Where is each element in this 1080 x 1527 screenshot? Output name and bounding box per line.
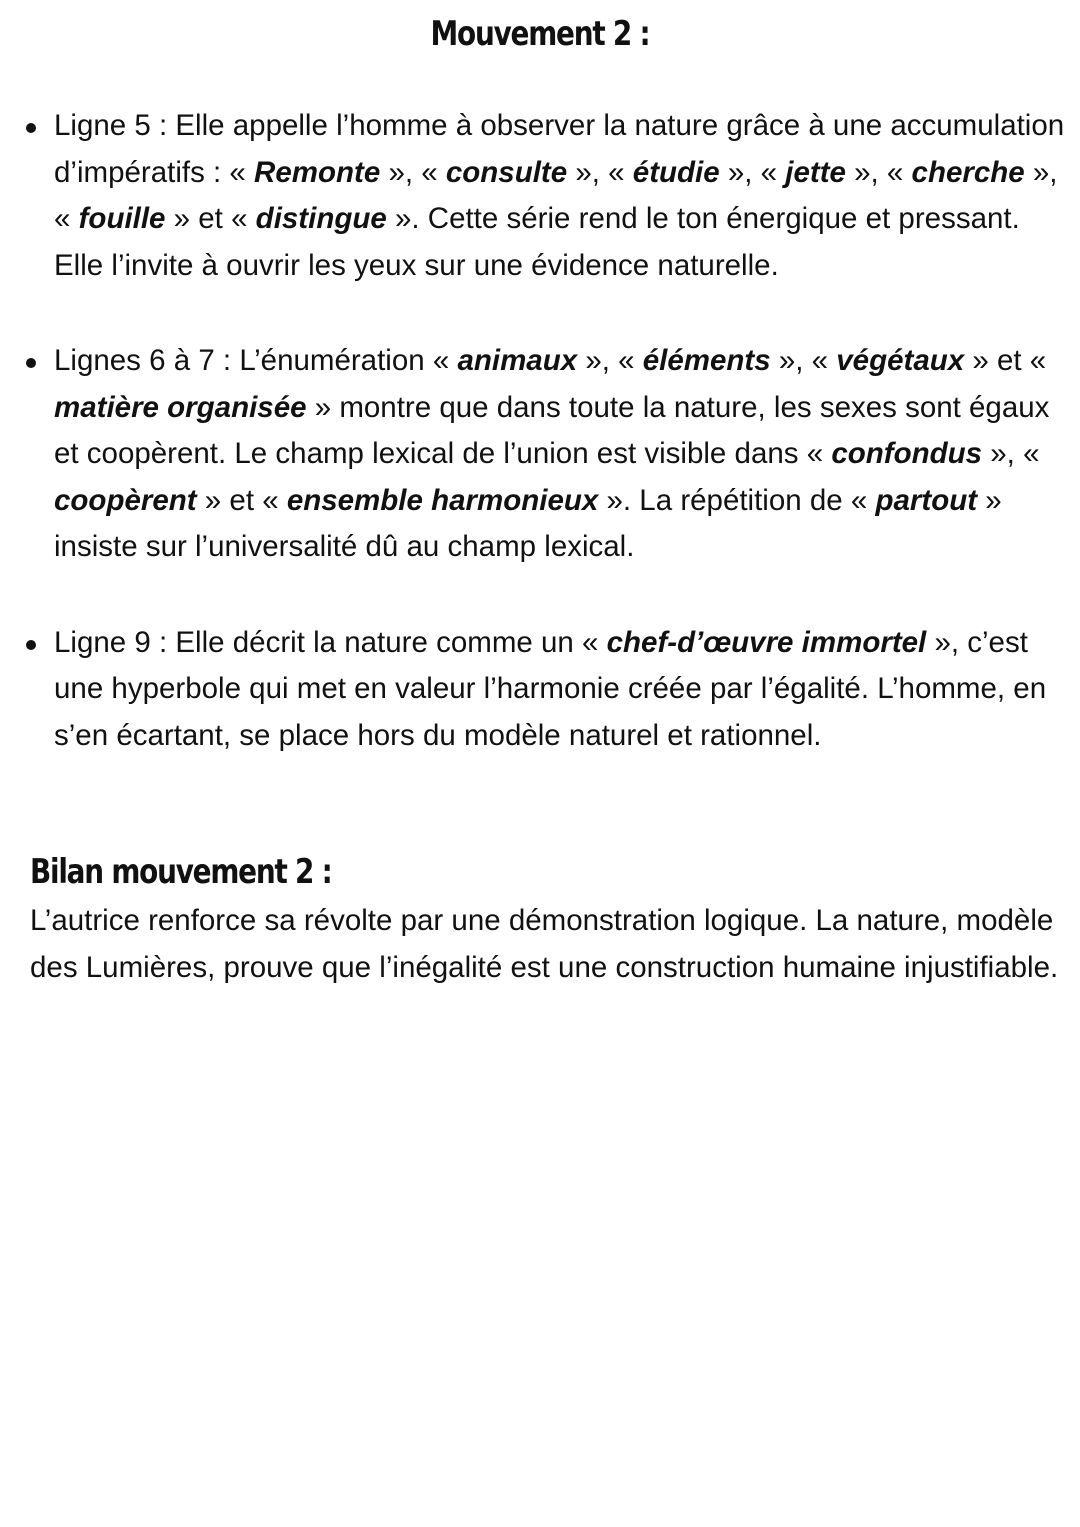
bullet-dot-icon (26, 640, 36, 650)
bilan-title: Bilan mouvement 2 : (30, 852, 332, 892)
bullet-item (0, 338, 1080, 571)
bullet-text: Lignes 6 à 7 : L’énumération « animaux », « éléments », « végétaux » et « matière organisée » montre que dans toute la nature, les sexes sont égaux et coopèrent. Le champ lexical de l’union est visible dans « confondus », « coopèrent » et « ensemble harmonieux ». La répétition de « partout » insiste sur l’universalité dû au champ lexical. (54, 344, 1050, 563)
bullet-text: Ligne 5 : Elle appelle l’homme à observer la nature grâce à une accumulation d’impératifs : « Remonte », « consulte », « étudie », « jette », « cherche », « fouille » et « distingue ». Cette série rend le ton énergique et pressant. Elle l’invite à ouvrir les yeux sur une évidence naturelle. (54, 109, 1065, 282)
bullet-item (0, 103, 1080, 289)
bullet-dot-icon (26, 358, 36, 368)
bullet-dot-icon (26, 123, 36, 133)
page-title: Mouvement 2 : (430, 14, 650, 54)
bullet-item (0, 620, 1080, 760)
bullet-text: Ligne 9 : Elle décrit la nature comme un « chef-d’œuvre immortel », c’est une hyperbole qui met en valeur l’harmonie créée par l’égalité. L’homme, en s’en écartant, se place hors du modèle naturel et rationnel. (54, 625, 1047, 752)
bilan-text: L’autrice renforce sa révolte par une démonstration logique. La nature, modèle des Lumières, prouve que l’inégalité est une construction humaine injustifiable. (30, 904, 1059, 984)
bullet-list (0, 103, 1080, 808)
